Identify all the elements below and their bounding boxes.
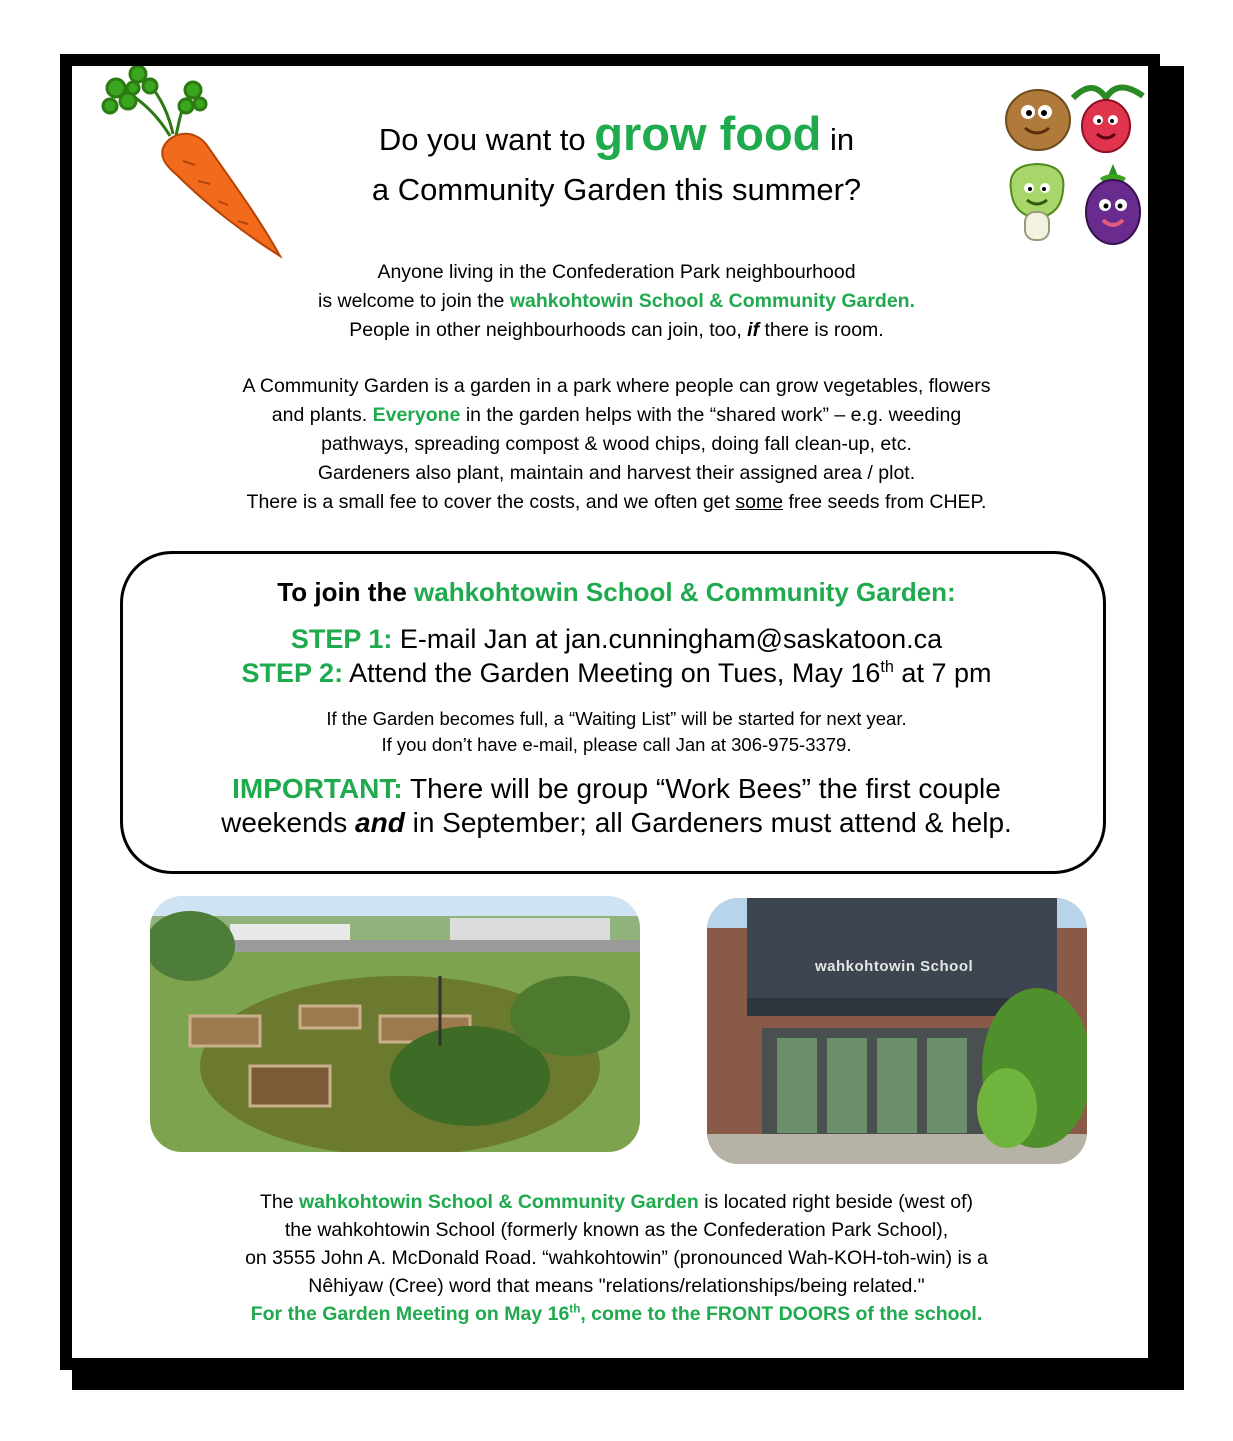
location-paragraph: The wahkohtowin School & Community Garden is located right beside (west of) the wahkohtowin School (formerly known as the Confederation Park School), on 3555 John A. McDonald Road. “wahkohtowin” (pronounced Wah-KOH-toh-win) is a Nêhiyaw (Cree) word that means "relations/relationships/being related." For the Garden Meeting on May 16th, come to the FRONT DOORS of the school. bbox=[245, 1191, 988, 1325]
headline-line1: Do you want to grow food in bbox=[378, 107, 855, 160]
headline-line2: a Community Garden this summer? bbox=[371, 172, 862, 207]
step-1: STEP 1: E-mail Jan at jan.cunningham@saskatoon.ca bbox=[290, 624, 943, 654]
garden-photo bbox=[150, 896, 640, 1152]
join-note: If the Garden becomes full, a “Waiting List” will be started for next year. If you don’t have e-mail, please call Jan at 306-975-3379. bbox=[326, 708, 907, 755]
school-sign: wahkohtowin School bbox=[815, 958, 974, 975]
email-link[interactable]: E-mail Jan at jan.cunningham@saskatoon.ca bbox=[392, 624, 943, 654]
headline-emphasis: grow food bbox=[594, 107, 822, 160]
important-notice: IMPORTANT: There will be group “Work Bees” the first couple weekends and in September; all Gardeners must attend & help. bbox=[221, 773, 1012, 838]
step-2: STEP 2: Attend the Garden Meeting on Tues, May 16th at 7 pm bbox=[241, 658, 992, 688]
about-paragraph: A Community Garden is a garden in a park where people can grow vegetables, flowers and plants. Everyone in the garden helps with the “shared work” – e.g. weeding pathways, spreading compost & wood chips, doing fall clean-up, etc. Gardeners also plant, maintain and harvest their assigned area / plot. There is a small fee to cover the costs, and we often get some free seeds from CHEP. bbox=[242, 375, 991, 513]
school-photo bbox=[707, 898, 1087, 1164]
join-heading: To join the wahkohtowin School & Community Garden: bbox=[277, 577, 956, 607]
intro-paragraph: Anyone living in the Confederation Park neighbourhood is welcome to join the wahkohtowin School & Community Garden. People in other neighbourhoods can join, too, if there is room. bbox=[317, 261, 916, 341]
